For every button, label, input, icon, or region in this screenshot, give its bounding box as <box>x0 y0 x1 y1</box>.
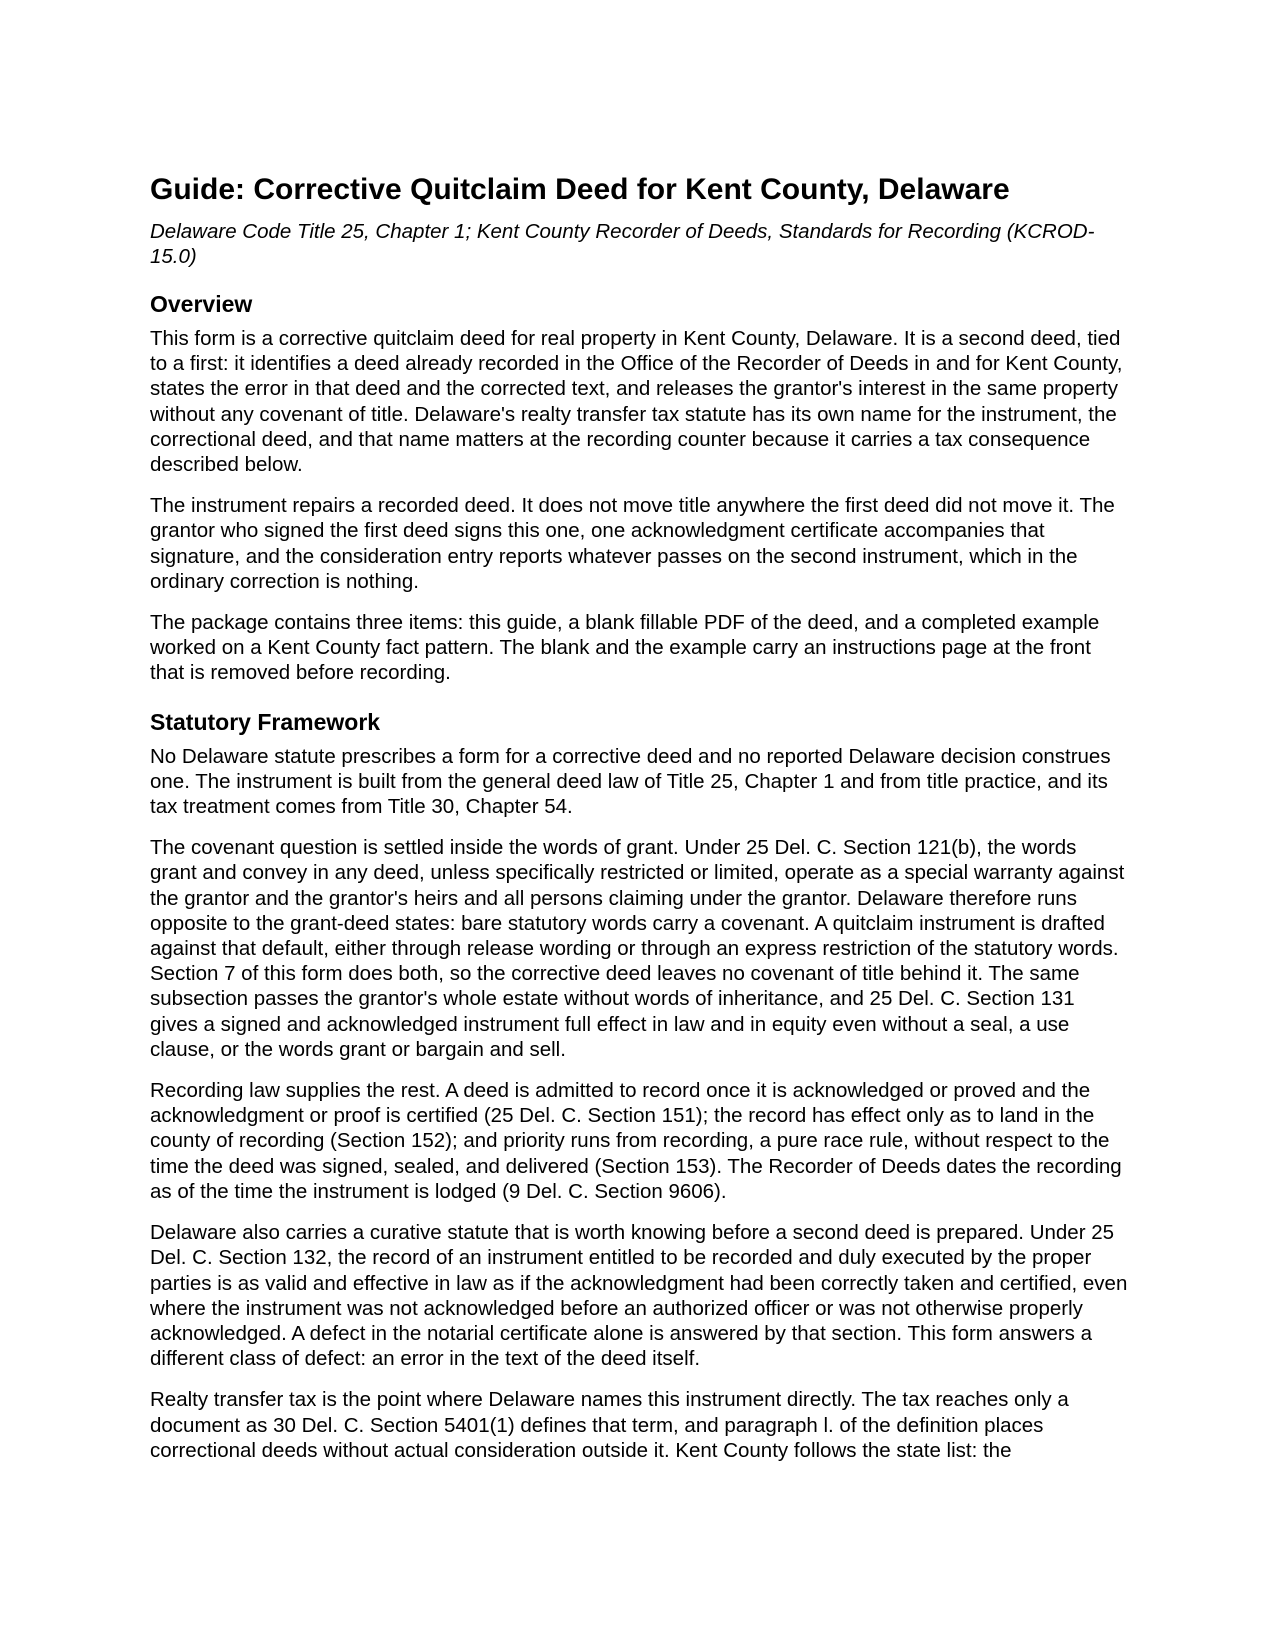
paragraph: The package contains three items: this guide, a blank fillable PDF of the deed, and a completed example worked on a Kent County fact pattern. The blank and the example carry an instructions page at the front that is removed before recording. <box>150 611 1100 685</box>
section-statutory-framework <box>150 708 1128 1463</box>
section-heading: Statutory Framework <box>150 708 381 735</box>
section-heading: Overview <box>150 291 253 317</box>
document-subtitle: Delaware Code Title 25, Chapter 1; Kent County Recorder of Deeds, Standards for Recording (KCROD-15.0) <box>150 220 1095 268</box>
paragraph: The covenant question is settled inside the words of grant. Under 25 Del. C. Section 121(b), the words grant and convey in any deed, unless specifically restricted or limited, operate as a special warranty against the grantor and the grantor's heirs and all persons claiming under the grantor. Delaware therefore runs opposite to the grant-deed states: bare statutory words carry a covenant. A quitclaim instrument is drafted against that default, either through release wording or through an express restriction of the statutory words. Section 7 of this form does both, so the corrective deed leaves no covenant of title behind it. The same subsection passes the grantor's whole estate without words of inheritance, and 25 Del. C. Section 131 gives a signed and acknowledged instrument full effect in law and in equity even without a seal, a use clause, or the words grant or bargain and sell. <box>150 836 1125 1061</box>
paragraph: This form is a corrective quitclaim deed for real property in Kent County, Delaware. It is a second deed, tied to a first: it identifies a deed already recorded in the Office of the Recorder of Deeds in and for Kent County, states the error in that deed and the corrected text, and releases the grantor's interest in the same property without any covenant of title. Delaware's realty transfer tax statute has its own name for the instrument, the correctional deed, and that name matters at the recording counter because it carries a tax consequence described below. <box>150 327 1123 477</box>
document-title: Guide: Corrective Quitclaim Deed for Kent County, Delaware <box>150 173 1010 206</box>
paragraph: Delaware also carries a curative statute that is worth knowing before a second deed is prepared. Under 25 Del. C. Section 132, the record of an instrument entitled to be recorded and duly executed by the proper parties is as valid and effective in law as if the acknowledgment had been correctly taken and certified, even where the instrument was not acknowledged before an authorized officer or was not otherwise properly acknowledged. A defect in the notarial certificate alone is answered by that section. This form answers a different class of defect: an error in the text of the deed itself. <box>150 1221 1128 1371</box>
paragraph: Realty transfer tax is the point where Delaware names this instrument directly. The tax reaches only a document as 30 Del. C. Section 5401(1) defines that term, and paragraph l. of the definition places correctional deeds without actual consideration outside it. Kent County follows the state list: the <box>150 1388 1069 1462</box>
document-page <box>150 172 1128 1479</box>
section-overview <box>150 290 1128 686</box>
paragraph: Recording law supplies the rest. A deed is admitted to record once it is acknowledged or proved and the acknowledgment or proof is certified (25 Del. C. Section 151); the record has effect only as to land in the county of recording (Section 152); and priority runs from recording, a pure race rule, without respect to the time the deed was signed, sealed, and delivered (Section 153). The Recorder of Deeds dates the recording as of the time the instrument is lodged (9 Del. C. Section 9606). <box>150 1079 1122 1203</box>
paragraph: The instrument repairs a recorded deed. It does not move title anywhere the first deed did not move it. The grantor who signed the first deed signs this one, one acknowledgment certificate accompanies that signature, and the consideration entry reports whatever passes on the second instrument, which in the ordinary correction is nothing. <box>150 494 1115 593</box>
paragraph: No Delaware statute prescribes a form for a corrective deed and no reported Delaware decision construes one. The instrument is built from the general deed law of Title 25, Chapter 1 and from title practice, and its tax treatment comes from Title 30, Chapter 54. <box>150 744 1111 819</box>
